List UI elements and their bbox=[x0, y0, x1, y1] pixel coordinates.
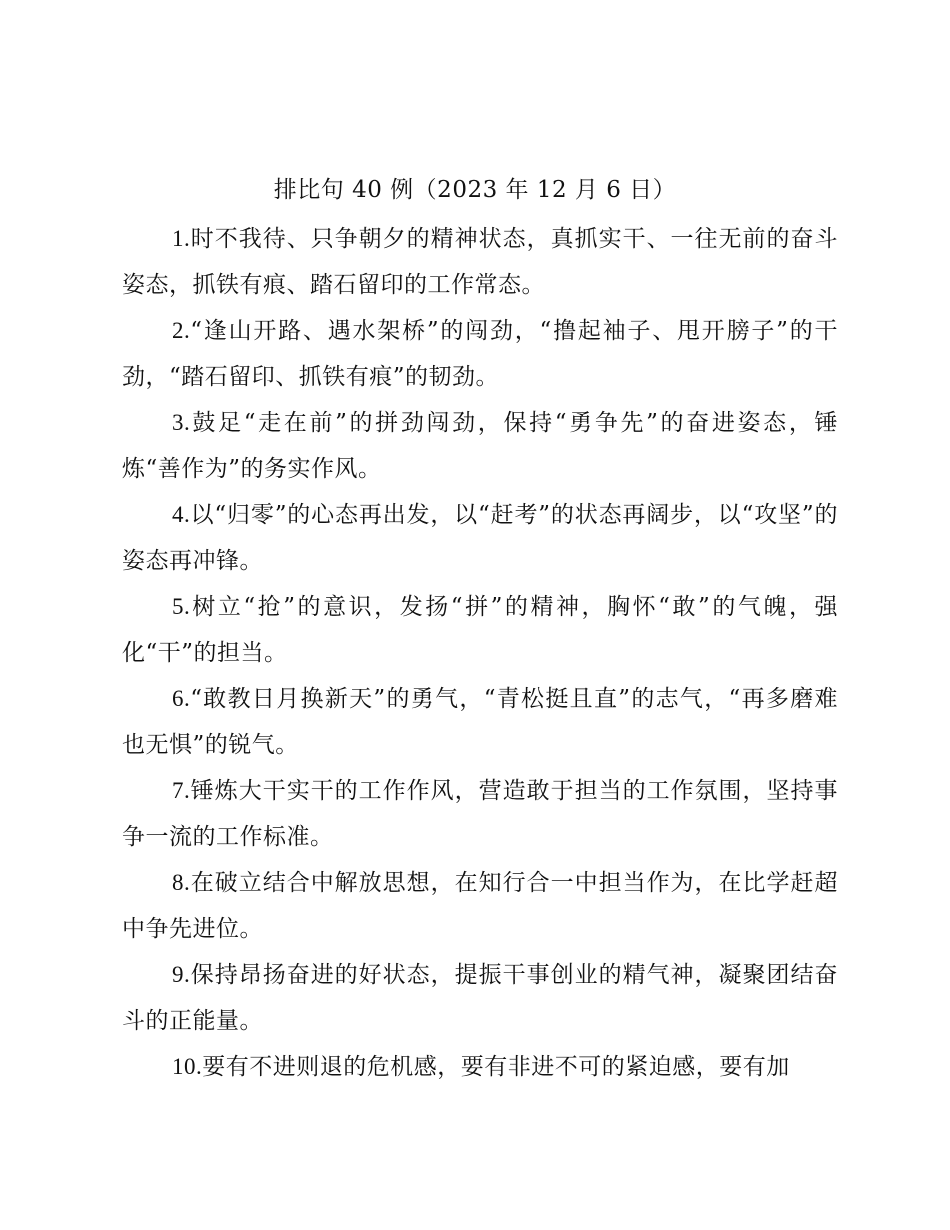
paragraph-3 bbox=[122, 400, 838, 492]
paragraph-text: 锤炼大干实干的工作作风，营造敢于担当的工作氛围，坚持事争一流的工作标准。 bbox=[122, 778, 838, 850]
paragraph-text: 以“归零”的心态再出发，以“赶考”的状态再阔步，以“攻坚”的姿态再冲锋。 bbox=[122, 502, 838, 574]
paragraph-text: 保持昂扬奋进的好状态，提振干事创业的精气神，凝聚团结奋斗的正能量。 bbox=[122, 962, 838, 1034]
paragraph-5 bbox=[122, 584, 838, 676]
paragraph-text: “逢山开路、遇水架桥”的闯劲，“撸起袖子、甩开膀子”的干劲，“踏石留印、抓铁有痕”的韧劲。 bbox=[122, 318, 838, 390]
paragraph-number: 3. bbox=[172, 410, 191, 435]
page-title: 排比句 40 例（2023 年 12 月 6 日） bbox=[273, 177, 677, 203]
paragraph-8 bbox=[122, 860, 838, 952]
paragraph-text: 在破立结合中解放思想，在知行合一中担当作为，在比学赶超中争先进位。 bbox=[122, 870, 838, 942]
paragraph-number: 5. bbox=[172, 594, 191, 619]
paragraph-text: 鼓足“走在前”的拼劲闯劲，保持“勇争先”的奋进姿态，锤炼“善作为”的务实作风。 bbox=[122, 410, 838, 482]
paragraph-text: 要有不进则退的危机感，要有非进不可的紧迫感，要有加 bbox=[202, 1054, 790, 1080]
paragraph-4 bbox=[122, 492, 838, 584]
paragraph-number: 8. bbox=[172, 870, 191, 895]
paragraph-number: 2. bbox=[172, 318, 191, 343]
paragraph-number: 1. bbox=[172, 226, 191, 251]
paragraph-text: “敢教日月换新天”的勇气，“青松挺且直”的志气，“再多磨难也无惧”的锐气。 bbox=[122, 686, 838, 758]
paragraph-text: 时不我待、只争朝夕的精神状态，真抓实干、一往无前的奋斗姿态，抓铁有痕、踏石留印的工作常态。 bbox=[122, 226, 838, 298]
paragraph-9 bbox=[122, 952, 838, 1044]
paragraph-7 bbox=[122, 768, 838, 860]
paragraph-10 bbox=[122, 1044, 838, 1091]
paragraph-6 bbox=[122, 676, 838, 768]
paragraph-1 bbox=[122, 216, 838, 308]
paragraph-number: 9. bbox=[172, 962, 191, 987]
paragraph-number: 7. bbox=[172, 778, 191, 803]
paragraph-number: 4. bbox=[172, 502, 191, 527]
paragraph-number: 10. bbox=[172, 1054, 203, 1079]
paragraph-number: 6. bbox=[172, 686, 191, 711]
document-body bbox=[122, 216, 838, 1091]
paragraph-text: 树立“抢”的意识，发扬“拼”的精神，胸怀“敢”的气魄，强化“干”的担当。 bbox=[122, 594, 838, 666]
paragraph-2 bbox=[122, 308, 838, 400]
